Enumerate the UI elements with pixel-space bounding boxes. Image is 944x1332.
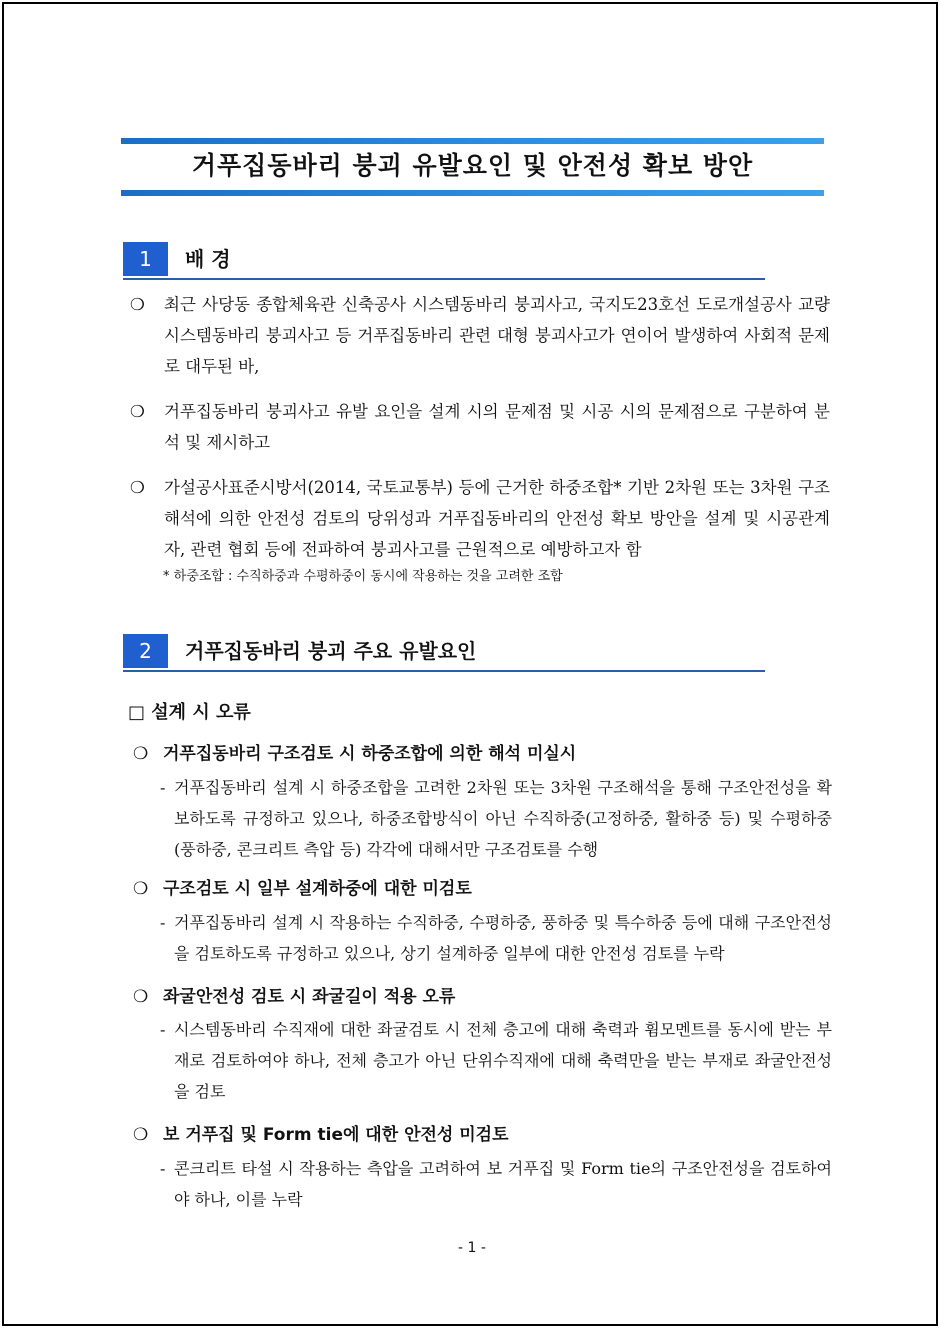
dash-bullet: -	[160, 1159, 166, 1178]
cause-title-text: 구조검토 시 일부 설계하중에 대한 미검토	[163, 879, 472, 899]
background-paragraph-2	[130, 396, 830, 458]
cause-title-text: 거푸집동바리 구조검토 시 하중조합에 의한 해석 미실시	[163, 744, 577, 764]
paragraph-text: 가설공사표준시방서(2014, 국토교통부) 등에 근거한 하중조합* 기반 2차원 또는 3차원 구조해석에 의한 안전성 검토의 당위성과 거푸집동바리의 안전성 확보 방안을 설계 및 시공관계자, 관련 협회 등에 전파하여 붕괴사고를 근원적으로 예방하고자 함	[164, 478, 830, 559]
cause-item-title	[133, 740, 576, 768]
background-paragraph-1	[130, 289, 830, 382]
cause-item-title	[133, 983, 455, 1011]
detail-text: 거푸집동바리 설계 시 작용하는 수직하중, 수평하중, 풍하중 및 특수하중 등에 대해 구조안전성을 검토하도록 규정하고 있으나, 상기 설계하중 일부에 대한 안전성 검토를 누락	[174, 913, 832, 963]
background-paragraph-3	[130, 472, 830, 565]
title-top-rule	[121, 138, 824, 144]
circle-bullet-icon: ❍	[130, 295, 145, 314]
title-bottom-rule	[121, 190, 824, 196]
circle-bullet-icon: ❍	[133, 987, 149, 1007]
circle-bullet-icon: ❍	[133, 744, 149, 764]
circle-bullet-icon: ❍	[130, 402, 145, 421]
section-number: 1	[123, 242, 168, 276]
document-title-block	[121, 138, 824, 196]
cause-title-text: 좌굴안전성 검토 시 좌굴길이 적용 오류	[163, 987, 456, 1007]
cause-item-title	[133, 875, 472, 903]
cause-item-detail	[160, 1153, 832, 1215]
dash-bullet: -	[160, 913, 166, 932]
section-heading-background	[123, 242, 765, 280]
cause-item-detail	[160, 1014, 832, 1107]
dash-bullet: -	[160, 1020, 166, 1039]
section-number: 2	[123, 634, 168, 668]
circle-bullet-icon: ❍	[133, 879, 149, 899]
circle-bullet-icon: ❍	[133, 1125, 149, 1145]
cause-item-detail	[160, 772, 832, 865]
paragraph-text: 거푸집동바리 붕괴사고 유발 요인을 설계 시의 문제점 및 시공 시의 문제점으로 구분하여 분석 및 제시하고	[164, 402, 830, 452]
section-heading-causes	[123, 634, 765, 672]
cause-title-text: 보 거푸집 및 Form tie에 대한 안전성 미검토	[163, 1125, 509, 1145]
detail-text: 거푸집동바리 설계 시 하중조합을 고려한 2차원 또는 3차원 구조해석을 통해 구조안전성을 확보하도록 규정하고 있으나, 하중조합방식이 아닌 수직하중(고정하중, 활하중 등) 및 수평하중(풍하중, 콘크리트 측압 등) 각각에 대해서만 구조검토를 수행	[174, 778, 832, 859]
paragraph-text: 최근 사당동 종합체육관 신축공사 시스템동바리 붕괴사고, 국지도23호선 도로개설공사 교량 시스템동바리 붕괴사고 등 거푸집동바리 관련 대형 붕괴사고가 연이어 발생하여 사회적 문제로 대두된 바,	[164, 295, 830, 376]
circle-bullet-icon: ❍	[130, 478, 145, 497]
document-title: 거푸집동바리 붕괴 유발요인 및 안전성 확보 방안	[191, 151, 754, 180]
section-title: 배 경	[185, 247, 231, 271]
subheading-design-errors: □ 설계 시 오류	[128, 702, 251, 723]
section-title: 거푸집동바리 붕괴 주요 유발요인	[185, 639, 477, 663]
detail-text: 시스템동바리 수직재에 대한 좌굴검토 시 전체 층고에 대해 축력과 휨모멘트를 동시에 받는 부재로 검토하여야 하나, 전체 층고가 아닌 단위수직재에 대해 축력만을 받는 부재로 좌굴안전성을 검토	[174, 1020, 832, 1101]
dash-bullet: -	[160, 778, 166, 797]
page-number: - 1 -	[458, 1240, 486, 1256]
cause-item-detail	[160, 907, 832, 969]
detail-text: 콘크리트 타설 시 작용하는 측압을 고려하여 보 거푸집 및 Form tie의 구조안전성을 검토하여야 하나, 이를 누락	[174, 1159, 832, 1209]
footnote-load-combination: * 하중조합 : 수직하중과 수평하중이 동시에 작용하는 것을 고려한 조합	[163, 569, 563, 584]
cause-item-title	[133, 1121, 509, 1149]
